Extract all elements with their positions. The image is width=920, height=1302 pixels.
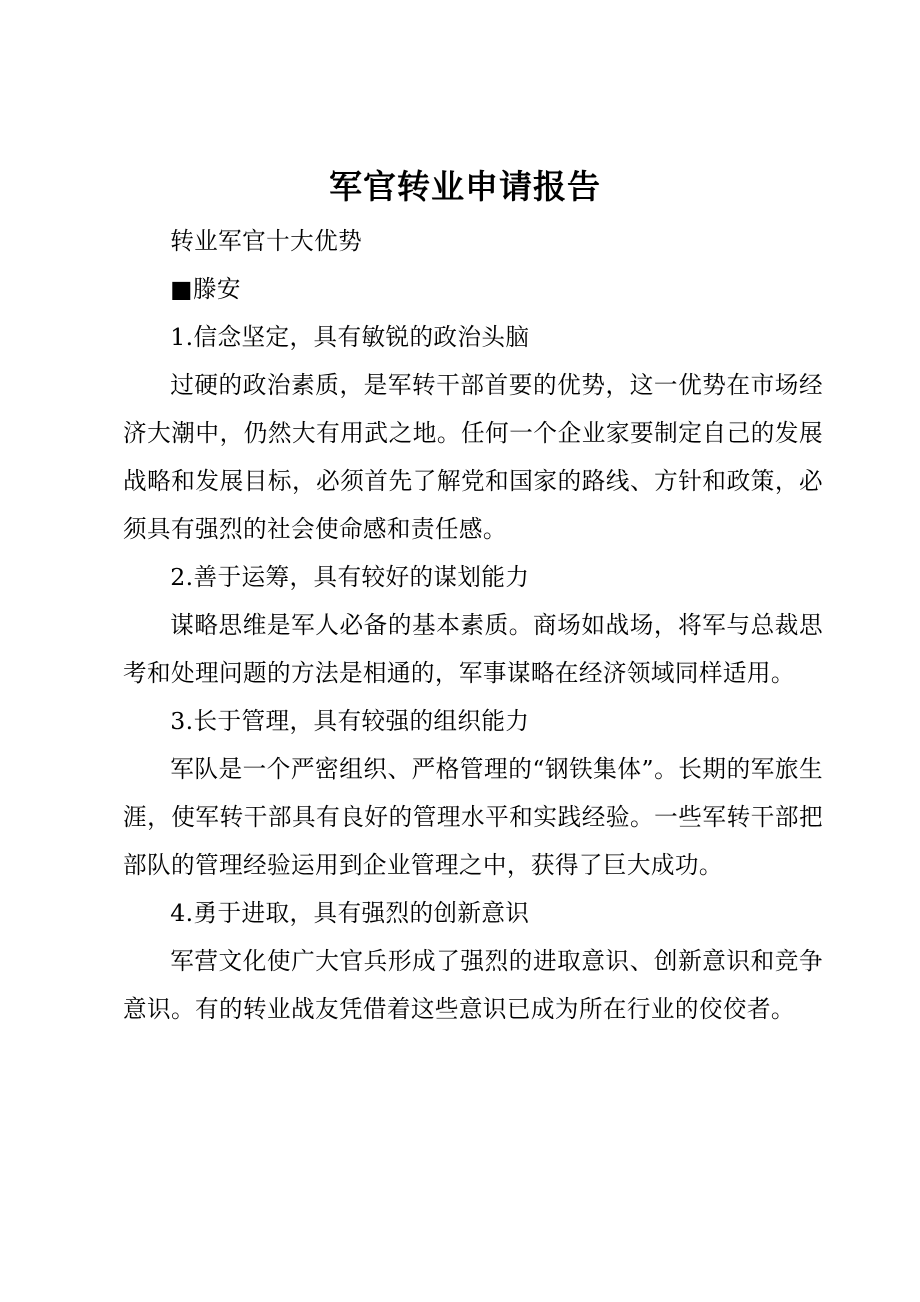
- section-heading-2: 2.善于运筹，具有较好的谋划能力: [170, 563, 530, 591]
- author-line: ■滕安: [170, 275, 241, 303]
- document-body: [123, 217, 823, 1033]
- document-title: 军官转业申请报告: [329, 167, 601, 206]
- section-heading-3: 3.长于管理，具有较强的组织能力: [170, 707, 530, 735]
- section-heading-1: 1.信念坚定，具有敏锐的政治头脑: [170, 323, 530, 351]
- body-paragraph-1: 过硬的政治素质，是军转干部首要的优势，这一优势在市场经济大潮中，仍然大有用武之地。任何一个企业家要制定自己的发展战略和发展目标，必须首先了解党和国家的路线、方针和政策，必须具有强烈的社会使命感和责任感。: [123, 371, 823, 543]
- subtitle-paragraph: 转业军官十大优势: [170, 227, 363, 255]
- section-heading-4: 4.勇于进取，具有强烈的创新意识: [170, 899, 530, 927]
- body-paragraph-2: 谋略思维是军人必备的基本素质。商场如战场，将军与总裁思考和处理问题的方法是相通的，军事谋略在经济领域同样适用。: [123, 611, 823, 687]
- body-paragraph-4: 军营文化使广大官兵形成了强烈的进取意识、创新意识和竞争意识。有的转业战友凭借着这些意识已成为所在行业的佼佼者。: [123, 947, 823, 1023]
- body-paragraph-3: 军队是一个严密组织、严格管理的“钢铁集体”。长期的军旅生涯，使军转干部具有良好的管理水平和实践经验。一些军转干部把部队的管理经验运用到企业管理之中，获得了巨大成功。: [123, 755, 823, 879]
